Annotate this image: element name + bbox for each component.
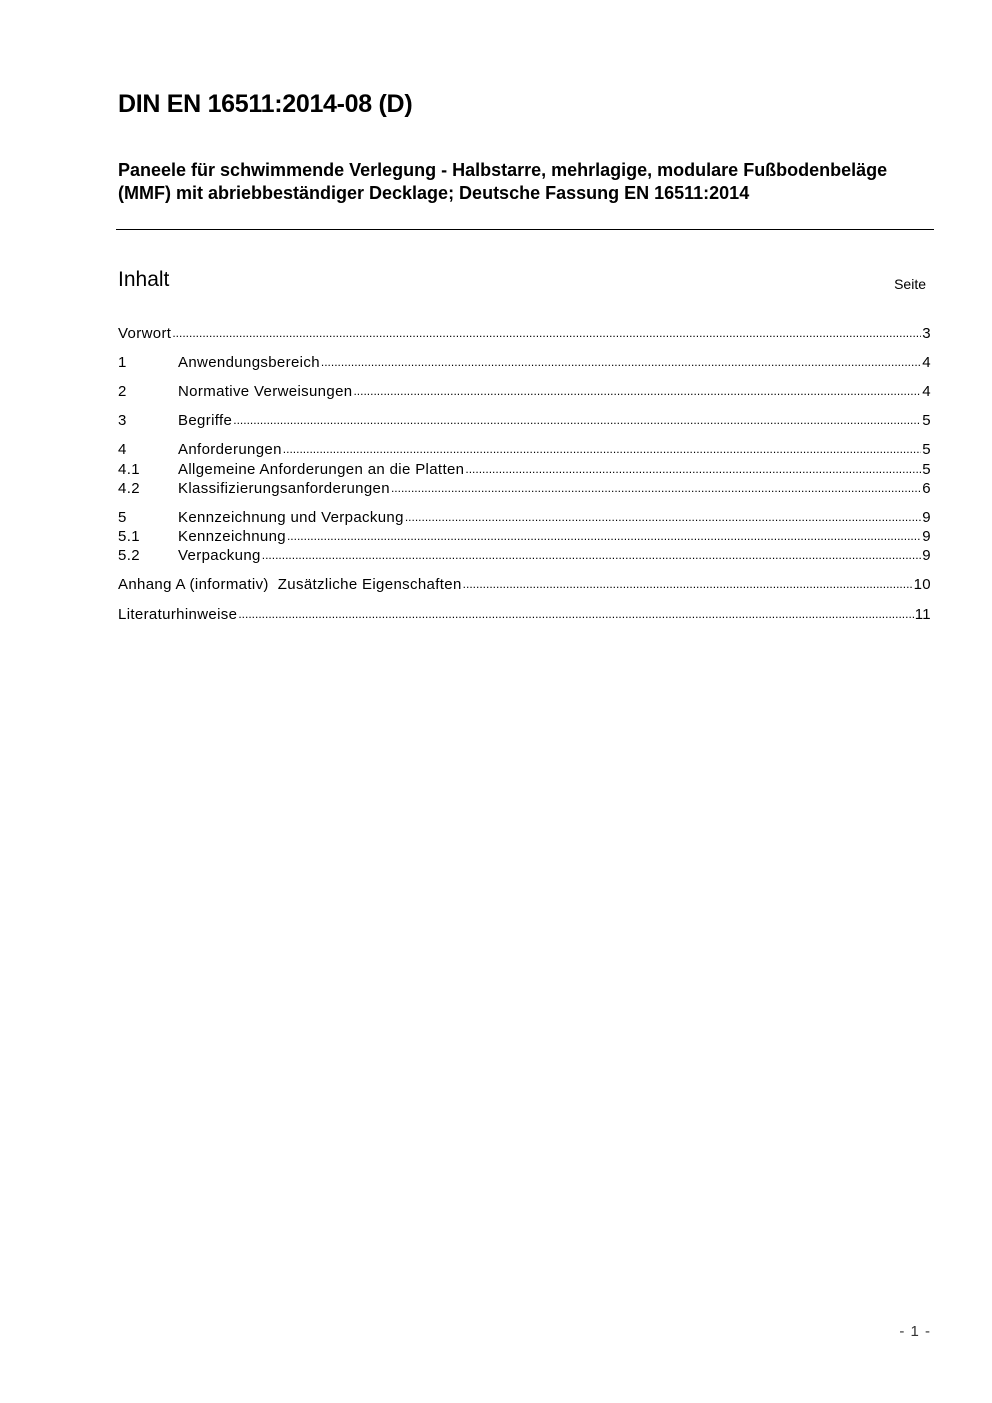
toc-entry-number: 5.2 [118,547,140,564]
toc-entry-number: 5.1 [118,528,140,545]
toc-entry-number: 2 [118,383,127,400]
toc-entry-page: 11 [914,606,931,623]
toc-entry-label: Kennzeichnung [178,528,286,545]
toc-entry-kennzeichnung[interactable] [118,527,931,546]
toc-entry-kennzeichnung-und-verpackung[interactable] [118,508,931,527]
toc-entry-number: 1 [118,354,127,371]
toc-entry-page: 5 [922,412,931,429]
toc-entry-number: 5 [118,509,127,526]
toc-entry-page: 4 [922,383,931,400]
toc-dot-leader [462,575,913,594]
toc-dot-leader [320,353,921,372]
toc-entry-page: 5 [922,461,931,478]
toc-entry-anforderungen[interactable] [118,440,931,459]
toc-entry-page: 5 [922,441,931,458]
toc-dot-leader [404,508,921,527]
page-number: - 1 - [899,1323,931,1340]
toc-entry-number: 4.1 [118,461,140,478]
toc-entry-label: Anforderungen [178,441,282,458]
toc-entry-label: Anhang A (informativ) Zusätzliche Eigenschaften [118,576,462,593]
toc-entry-page: 9 [922,528,931,545]
toc-entry-page: 3 [922,325,931,342]
toc-page-column-heading: Seite [894,276,926,292]
toc-entry-label: Anwendungsbereich [178,354,320,371]
toc-dot-leader [286,527,921,546]
toc-entry-begriffe[interactable] [118,411,931,430]
toc-entry-number: 3 [118,412,127,429]
toc-entry-anwendungsbereich[interactable] [118,353,931,372]
toc-entry-label: Verpackung [178,547,261,564]
toc-entry-page: 9 [922,547,931,564]
toc-dot-leader [261,546,922,565]
toc-entry-page: 9 [922,509,931,526]
toc-dot-leader [237,605,913,624]
toc-entry-page: 6 [922,480,931,497]
toc-entry-verpackung[interactable] [118,546,931,565]
toc-dot-leader [171,324,921,343]
toc-entry-normative-verweisungen[interactable] [118,382,931,401]
toc-heading: Inhalt [118,268,170,291]
toc-entry-label: Kennzeichnung und Verpackung [178,509,404,526]
document-title: Paneele für schwimmende Verlegung - Halbstarre, mehrlagige, modulare Fußbodenbeläge (MMF) mit abriebbeständiger Decklage; Deutsche Fassung EN 16511:2014 [118,160,888,203]
toc-entry-label: Literaturhinweise [118,606,238,623]
toc-entry-label: Allgemeine Anforderungen an die Platten [178,461,465,478]
toc-entry-allgemeine-anforderungen[interactable] [118,460,931,479]
toc-entry-klassifizierungsanforderungen[interactable] [118,479,931,498]
document-id: DIN EN 16511:2014-08 (D) [118,90,413,118]
toc-dot-leader [282,440,922,459]
toc-dot-leader [390,479,921,498]
toc-dot-leader [352,382,921,401]
toc-entry-number: 4 [118,441,127,458]
toc-entry-literaturhinweise[interactable] [118,605,931,624]
toc-entry-page: 4 [922,354,931,371]
toc-dot-leader [232,411,921,430]
toc-entry-page: 10 [913,576,931,593]
toc-entry-vorwort[interactable] [118,324,931,343]
toc-entry-number: 4.2 [118,480,140,497]
toc-entry-label: Begriffe [178,412,233,429]
toc-entry-anhang-a[interactable] [118,575,931,594]
toc-entry-label: Vorwort [118,325,172,342]
toc-entry-label: Normative Verweisungen [178,383,353,400]
toc-dot-leader [464,460,921,479]
toc-entry-label: Klassifizierungsanforderungen [178,480,390,497]
title-underline-divider [116,229,934,230]
